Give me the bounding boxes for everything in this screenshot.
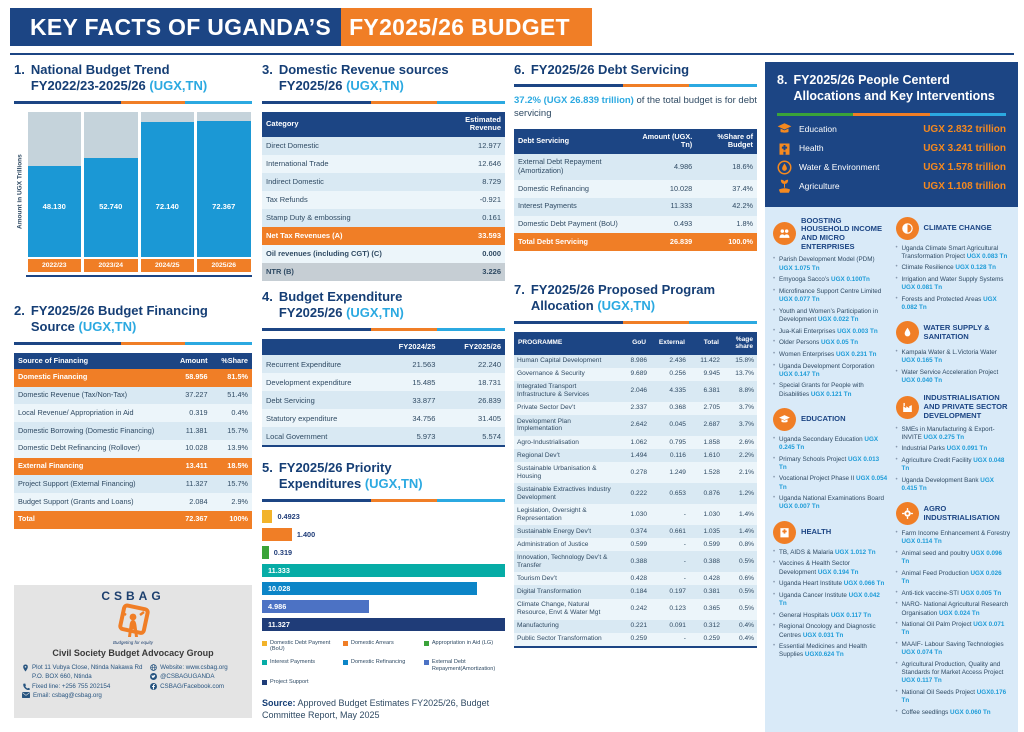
table-row: Sustainable Energy Dev’t 0.374 0.661 1.035 1.4% (514, 525, 757, 538)
legend-swatch (262, 660, 267, 665)
priority-bar: 11.327 (262, 618, 505, 631)
intervention-item: • Parish Development Model (PDM) UGX 1.075 Tn (773, 256, 888, 272)
table-row: Direct Domestic 12.977 (262, 137, 505, 155)
panel-right-column (896, 217, 1011, 727)
household-income-icon (773, 222, 796, 245)
education-icon (777, 122, 792, 137)
intervention-item: • Vocational Project Phase II UGX 0.054 Tn (773, 475, 888, 491)
table-row: Innovation, Technology Dev’t & Transfer 0.388 - 0.388 0.5% (514, 551, 757, 572)
table-row: Interest Payments 11.333 42.2% (514, 198, 757, 216)
intervention-item: • TB, AIDS & Malaria UGX 1.012 Tn (773, 549, 888, 557)
table-row: Governance & Security 9.689 0.256 9.945 13.7% (514, 368, 757, 381)
page-header (10, 8, 592, 46)
table-row: Domestic Debt Payment (BoU) 0.493 1.8% (514, 216, 757, 234)
intervention-item: • Older Persons UGX 0.05 Tn (773, 339, 888, 347)
budget-trend-chart (14, 112, 252, 272)
section-domestic-revenue (262, 62, 505, 281)
allocation-education: Education UGX 2.832 trillion (777, 122, 1006, 137)
intervention-item: • NARO- National Agricultural Research Organisation UGX 0.024 Tn (896, 601, 1011, 617)
table-row: Domestic Debt Refinancing (Rollover) 10.028 13.9% (14, 440, 252, 458)
legend-item: Appropriation in Aid (LG) (424, 640, 505, 654)
intervention-item: • Uganda Development Bank UGX 0.415 Tn (896, 477, 1011, 493)
section-title: 8. FY2025/26 People Centerd Allocations and Key Interventions (777, 72, 1006, 105)
section-title: 7. FY2025/26 Proposed Program Allocation (UGX,TN) (514, 282, 757, 315)
intervention-item: • Essential Medicines and Health Supplies UGX0.624 Tn (773, 643, 888, 659)
table-row: Legislation, Oversight & Representation 1.030 - 1.030 1.4% (514, 504, 757, 525)
table-row: Local Revenue/ Appropriation in Aid 0.319 0.4% (14, 404, 252, 422)
csbag-footer (14, 585, 252, 718)
panel-left-column (773, 217, 888, 727)
table-row: Stamp Duty & embossing 0.161 (262, 209, 505, 227)
legend-item: Domestic Debt Payment (BoU) (262, 640, 343, 654)
column-1 (14, 62, 252, 718)
email-icon (22, 692, 30, 698)
section-program-allocation (514, 282, 757, 648)
intervention-item: • Jua-Kali Enterprises UGX 0.003 Tn (773, 328, 888, 336)
financing-table: Source of Financing Amount %Share Domestic Financing 58.956 81.5% Domestic Revenue (Tax/Non-Tax) 37.227 51.4% Local Revenue/ Appropriation in Aid 0.319 0.4% Domestic Borrowing (Domestic Financing) 11.381 15.7% Domestic Debt Refinancing (Rollover) 10.028 13.9% External Financing 13.411 18.5% Project Support (External Financing) 11.327 15.7% Budget Support (Grants and Loans) 2.084 2.9% Total 72.367 100% (14, 353, 252, 529)
table-row: Climate Change, Natural Resource, Envt & Water Mgt 0.242 0.123 0.365 0.5% (514, 599, 757, 620)
chart-legend (262, 640, 505, 693)
legend-swatch (262, 641, 267, 646)
allocation-agriculture: Agriculture UGX 1.108 trillion (777, 179, 1006, 194)
table-row: Indirect Domestic 8.729 (262, 173, 505, 191)
intervention-item: • Uganda Secondary Education UGX 0.245 Tn (773, 436, 888, 452)
category-industrialisation: INDUSTRIALISATION AND PRIVATE SECTOR DEVELOPMENT • SMEs in Manufacturing & Export-INVITE UGX 0.275 Tn • Industrial Parks UGX 0.091 Tn • Agriculture Credit Facility UGX 0.048 Tn • Uganda Development Bank UGX 0.415 Tn (896, 394, 1011, 493)
table-row: Development Plan Implementation 2.642 0.045 2.687 3.7% (514, 415, 757, 436)
page-title-left: KEY FACTS OF UGANDA’S (10, 8, 341, 46)
location-icon (22, 664, 29, 672)
priority-expenditures-chart (262, 510, 505, 631)
table-row: Domestic Borrowing (Domestic Financing) 11.381 15.7% (14, 422, 252, 440)
priority-bar: 11.333 (262, 564, 505, 577)
intervention-item: • National Oil Seeds Project UGX0.176 Tn (896, 689, 1011, 705)
agriculture-icon (777, 179, 792, 194)
table-row: Public Sector Transformation 0.259 - 0.259 0.4% (514, 633, 757, 647)
table-row: Sustainable Extractives Industry Development 0.222 0.653 0.876 1.2% (514, 483, 757, 504)
intervention-item: • Climate Resilience UGX 0.128 Tn (896, 264, 1011, 272)
table-row: Total 72.367 100% (14, 511, 252, 529)
intervention-item: • National Oil Palm Project UGX 0.071 Tn (896, 621, 1011, 637)
org-name: Civil Society Budget Advocacy Group (52, 648, 213, 658)
trend-bar: 72.140 2024/25 (139, 112, 196, 272)
table-row: Recurrent Expenditure 21.563 22.240 (262, 355, 505, 373)
section-divider (514, 321, 757, 324)
table-row: NTR (B) 3.226 (262, 263, 505, 281)
section-people-allocations (765, 62, 1018, 718)
agro-industrialisation-icon (896, 502, 919, 525)
column-3 (514, 62, 757, 718)
globe-icon (150, 664, 157, 671)
table-row: Human Capital Development 8.986 2.436 11.422 15.8% (514, 355, 757, 368)
intervention-item: • Agricultural Production, Quality and Standards for Market Access Project UGX 0.117 Tn (896, 661, 1011, 686)
climate-change-icon (896, 217, 919, 240)
table-row: External Debt Repayment (Amortization) 4.986 18.6% (514, 154, 757, 181)
health-icon (777, 141, 792, 156)
intervention-item: • Kampala Water & L.Victoria Water UGX 0.165 Tn (896, 349, 1011, 365)
intervention-item: • Uganda National Examinations Board UGX 0.007 Tn (773, 495, 888, 511)
category-climate-change: CLIMATE CHANGE • Uganda Climate Smart Agricultural Transformation Project UGX 0.083 Tn • Climate Resilience UGX 0.128 Tn • Irrigation and Water Supply Systems UGX 0.081 Tn • Forests and Protected Areas UGX 0.082 Tn (896, 217, 1011, 313)
legend-item: Domestic Arrears (343, 640, 424, 654)
priority-bar-row: 0.4923 (262, 510, 505, 523)
priority-bar-row (262, 564, 505, 577)
section-priority-expenditures (262, 460, 505, 722)
intervention-item: • Industrial Parks UGX 0.091 Tn (896, 445, 1011, 453)
table-row: Sustainable Urbanisation & Housing 0.278 1.249 1.528 2.1% (514, 462, 757, 483)
table-row: Budget Support (Grants and Loans) 2.084 2.9% (14, 493, 252, 511)
trend-bar: 48.130 2022/23 (26, 112, 83, 272)
legend-swatch (343, 641, 348, 646)
panel-header (765, 62, 1018, 207)
section-title: 5. FY2025/26 Priority Expenditures (UGX,TN) (262, 460, 505, 493)
csbag-tagline: Budgeting for equity (113, 640, 153, 645)
intervention-item: • Special Grants for People with Disabilities UGX 0.121 Tn (773, 382, 888, 398)
section-divider (262, 101, 505, 104)
table-row: Manufacturing 0.221 0.091 0.312 0.4% (514, 620, 757, 633)
panel-divider (777, 113, 1006, 116)
intervention-item: • Uganda Development Corporation UGX 0.147 Tn (773, 363, 888, 379)
trend-bar: 52.740 2023/24 (83, 112, 140, 272)
program-allocation-table: PROGRAMME GoU External Total %age share Human Capital Development 8.986 2.436 11.422 15.8% Governance & Security 9.689 0.256 9.945 13.7% Integrated Transport Infrastructure & Services 2.046 4.335 6.381 8.8% Private Sector Dev’t 2.337 0.368 2.705 3.7% Development Plan Implementation 2.642 0.045 2.687 3.7% Agro-Industrialisation 1.062 0.795 1.858 2.6% Regional Dev’t 1.494 0.116 1.610 2.2% Sustainable Urbanisation & Housing 0.278 1.249 1.528 2.1% Sustainable Extractives Industry Development 0.222 0.653 0.876 1.2% Legislation, Oversight & Representation 1.030 - 1.030 1.4% Sustainable Energy Dev’t 0.374 0.661 1.035 1.4% Administration of Justice 0.599 - 0.599 0.8% Innovation, Technology Dev’t & Transfer 0.388 - 0.388 0.5% Tourism Dev’t 0.428 - 0.428 0.6% Digital Transformation 0.184 0.197 0.381 0.5% Climate Change, Natural Resource, Envt & Water Mgt 0.242 0.123 0.365 0.5% Manufacturing 0.221 0.091 0.312 0.4% Public Sector Transformation 0.259 - 0.259 0.4% (514, 332, 757, 648)
water-sanitation-icon (896, 321, 919, 344)
section-title: 2. FY2025/26 Budget Financing Source (UGX,TN) (14, 303, 252, 336)
chart-baseline (26, 275, 252, 277)
intervention-item: • SMEs in Manufacturing & Export-INVITE UGX 0.275 Tn (896, 426, 1011, 442)
priority-bar-row: 0.319 (262, 546, 505, 559)
table-row: Local Government 5.973 5.574 (262, 427, 505, 446)
section-divider (262, 499, 505, 502)
legend-item: Domestic Refinancing (343, 659, 424, 673)
table-row: Project Support (External Financing) 11.327 15.7% (14, 475, 252, 493)
category-agro-industrialisation: AGRO INDUSTRIALISATION • Farm Income Enhancement & Forestry UGX 0.114 Tn • Animal seed and poultry UGX 0.096 Tn • Animal Feed Production UGX 0.026 Tn • Anti-tick vaccine-STI UGX 0.005 Tn • NARO- National Agricultural Research Organisation UGX 0.024 Tn • National Oil Palm Project UGX 0.071 Tn • MAAIF- Labour Saving Technologies UGX 0.074 Tn • Agricultural Production, Quality and Standards for Market Access Project UGX 0.117 Tn • National Oil Seeds Project UGX0.176 Tn • Coffee seedlings UGX 0.060 Tn (896, 502, 1011, 717)
intervention-item: • Irrigation and Water Supply Systems UGX 0.081 Tn (896, 276, 1011, 292)
section-budget-expenditure (262, 289, 505, 447)
contacts: Plot 11 Vubya Close, Ntinda Nakawa Rd P.O. BOX 660, Ntinda Fixed line: +256 755 202154 Email: csbag@csbag.org Website: www.csbag.org @CSBAGUGANDA CSBAG/Facebook.com (14, 658, 252, 700)
expenditure-table: FY2024/25 FY2025/26 Recurrent Expenditure 21.563 22.240 Development expenditure 15.485 18.731 Debt Servicing 33.877 26.839 Statutory expenditure 34.756 31.405 Local Government 5.973 5.574 (262, 339, 505, 448)
category-education: EDUCATION • Uganda Secondary Education UGX 0.245 Tn • Primary Schools Project UGX 0.013 Tn • Vocational Project Phase II UGX 0.054 Tn • Uganda National Examinations Board UGX 0.007 Tn (773, 408, 888, 512)
category-water-sanitation: WATER SUPPLY & SANITATION • Kampala Water & L.Victoria Water UGX 0.165 Tn • Water Service Acceleration Project UGX 0.040 Tn (896, 321, 1011, 385)
table-row: Domestic Refinancing 10.028 37.4% (514, 180, 757, 198)
legend-swatch (343, 660, 348, 665)
priority-bar-row (262, 582, 505, 595)
section-title: 6. FY2025/26 Debt Servicing (514, 62, 757, 78)
priority-bar (262, 528, 292, 541)
priority-bar: 4.986 (262, 600, 369, 613)
section-divider (262, 328, 505, 331)
intervention-item: • Animal seed and poultry UGX 0.096 Tn (896, 550, 1011, 566)
intervention-item: • Anti-tick vaccine-STI UGX 0.005 Tn (896, 590, 1011, 598)
education-category-icon (773, 408, 796, 431)
intervention-item: • Coffee seedlings UGX 0.060 Tn (896, 709, 1011, 717)
table-row: Statutory expenditure 34.756 31.405 (262, 409, 505, 427)
table-row: Oil revenues (including CGT) (C) 0.000 (262, 245, 505, 263)
intervention-item: • Women Enterprises UGX 0.231 Tn (773, 351, 888, 359)
priority-bar (262, 546, 269, 559)
table-row: Agro-Industrialisation 1.062 0.795 1.858 2.6% (514, 436, 757, 449)
table-row: Tourism Dev’t 0.428 - 0.428 0.6% (514, 572, 757, 585)
x-axis-label: 2022/23 (28, 259, 82, 272)
intervention-item: • MAAIF- Labour Saving Technologies UGX 0.074 Tn (896, 641, 1011, 657)
allocation-health: Health UGX 3.241 trillion (777, 141, 1006, 156)
table-row: Integrated Transport Infrastructure & Services 2.046 4.335 6.381 8.8% (514, 381, 757, 402)
intervention-item: • Microfinance Support Centre Limited UGX 0.077 Tn (773, 288, 888, 304)
intervention-item: • Uganda Cancer Institute UGX 0.042 Tn (773, 592, 888, 608)
csbag-logo (110, 601, 156, 643)
section-financing-source (14, 303, 252, 529)
y-axis-label: Amount in UGX Trillions (14, 112, 26, 272)
category-health: HEALTH • TB, AIDS & Malaria UGX 1.012 Tn • Vaccines & Health Sector Development UGX 0.194 Tn • Uganda Heart Institute UGX 0.066 Tn • Uganda Cancer Institute UGX 0.042 Tn • General Hospitals UGX 0.117 Tn • Regional Oncology and Diagnostic Centres UGX 0.031 Tn • Essential Medicines and Health Supplies UGX0.624 Tn (773, 521, 888, 660)
priority-bar-row (262, 618, 505, 631)
phone-icon (22, 683, 29, 690)
intervention-item: • Emyooga Sacco’s UGX 0.100Tn (773, 276, 888, 284)
table-row: Digital Transformation 0.184 0.197 0.381 0.5% (514, 585, 757, 598)
source-note: Source: Approved Budget Estimates FY2025/26, Budget Committee Report, May 2025 (262, 698, 505, 721)
page-title-right: FY2025/26 BUDGET (341, 8, 592, 46)
legend-item: Interest Payments (262, 659, 343, 673)
section-title: 4. Budget Expenditure FY2025/26 (UGX,TN) (262, 289, 505, 322)
intervention-item: • Youth and Women’s Participation in Development UGX 0.022 Tn (773, 308, 888, 324)
section-debt-servicing (514, 62, 757, 251)
section-title: 1. National Budget Trend FY2022/23-2025/26 (UGX,TN) (14, 62, 252, 95)
intervention-item: • General Hospitals UGX 0.117 Tn (773, 612, 888, 620)
intervention-item: • Animal Feed Production UGX 0.026 Tn (896, 570, 1011, 586)
debt-intro: 37.2% (UGX 26.839 trillion) of the total budget is for debt servicing (514, 95, 757, 121)
intervention-item: • Uganda Climate Smart Agricultural Transformation Project UGX 0.083 Tn (896, 245, 1011, 261)
section-title: 3. Domestic Revenue sources FY2025/26 (UGX,TN) (262, 62, 505, 95)
water-environment-icon (777, 160, 792, 175)
header-rule (10, 53, 1014, 55)
table-row: Regional Dev’t 1.494 0.116 1.610 2.2% (514, 449, 757, 462)
table-row: Domestic Revenue (Tax/Non-Tax) 37.227 51.4% (14, 387, 252, 405)
priority-bar-row (262, 600, 505, 613)
intervention-item: • Water Service Acceleration Project UGX 0.040 Tn (896, 369, 1011, 385)
trend-bar: 72.367 2025/26 (196, 112, 253, 272)
table-row: Development expenditure 15.485 18.731 (262, 373, 505, 391)
section-divider (14, 101, 252, 104)
table-row: External Financing 13.411 18.5% (14, 458, 252, 476)
revenue-table: Category Estimated Revenue Direct Domestic 12.977 International Trade 12.646 Indirect Domestic 8.729 Tax Refunds -0.921 Stamp Duty & embossing 0.161 Net Tax Revenues (A) 33.593 Oil revenues (including CGT) (C) 0.000 NTR (B) 3.226 (262, 112, 505, 281)
priority-bar-row: 1.400 (262, 528, 505, 541)
table-row: Domestic Financing 58.956 81.5% (14, 369, 252, 387)
column-2 (262, 62, 505, 718)
table-row: Total Debt Servicing 26.839 100.0% (514, 233, 757, 251)
twitter-icon (150, 673, 157, 680)
health-category-icon (773, 521, 796, 544)
x-axis-label: 2023/24 (84, 259, 138, 272)
csbag-logo-text: CSBAG (101, 589, 164, 603)
legend-swatch (424, 660, 429, 665)
intervention-item: • Primary Schools Project UGX 0.013 Tn (773, 456, 888, 472)
intervention-item: • Regional Oncology and Diagnostic Centres UGX 0.031 Tn (773, 623, 888, 639)
intervention-item: • Agriculture Credit Facility UGX 0.048 Tn (896, 457, 1011, 473)
priority-bar: 10.028 (262, 582, 477, 595)
intervention-item: • Vaccines & Health Sector Development UGX 0.194 Tn (773, 560, 888, 576)
legend-swatch (424, 641, 429, 646)
table-row: Tax Refunds -0.921 (262, 191, 505, 209)
table-row: Private Sector Dev’t 2.337 0.368 2.705 3.7% (514, 402, 757, 415)
table-row: Net Tax Revenues (A) 33.593 (262, 227, 505, 245)
table-row: International Trade 12.646 (262, 155, 505, 173)
legend-item: External Debt Repayment(Amortization) (424, 659, 505, 673)
x-axis-label: 2025/26 (197, 259, 251, 272)
intervention-item: • Farm Income Enhancement & Forestry UGX 0.114 Tn (896, 530, 1011, 546)
industrialisation-icon (896, 396, 919, 419)
priority-bar (262, 510, 272, 523)
legend-item: Project Support (262, 679, 343, 686)
intervention-item: • Uganda Heart Institute UGX 0.066 Tn (773, 580, 888, 588)
table-row: Debt Servicing 33.877 26.839 (262, 391, 505, 409)
x-axis-label: 2024/25 (141, 259, 195, 272)
intervention-item: • Forests and Protected Areas UGX 0.082 Tn (896, 296, 1011, 312)
panel-body (765, 207, 1018, 732)
allocation-water-environment: Water & Environment UGX 1.578 trillion (777, 160, 1006, 175)
table-row: Administration of Justice 0.599 - 0.599 0.8% (514, 538, 757, 551)
legend-swatch (262, 680, 267, 685)
debt-servicing-table: Debt Servicing Amount (UGX. Tn) %Share of Budget External Debt Repayment (Amortization) 4.986 18.6% Domestic Refinancing 10.028 37.4% Interest Payments 11.333 42.2% Domestic Debt Payment (BoU) 0.493 1.8% Total Debt Servicing 26.839 100.0% (514, 129, 757, 251)
facebook-icon (150, 683, 157, 690)
section-divider (14, 342, 252, 345)
section-budget-trend (14, 62, 252, 277)
category-household-income: BOOSTING HOUSEHOLD INCOME AND MICRO ENTERPRISES • Parish Development Model (PDM) UGX 1.075 Tn • Emyooga Sacco’s UGX 0.100Tn • Microfinance Support Centre Limited UGX 0.077 Tn • Youth and Women’s Participation in Development UGX 0.022 Tn • Jua-Kali Enterprises UGX 0.003 Tn • Older Persons UGX 0.05 Tn • Women Enterprises UGX 0.231 Tn • Uganda Development Corporation UGX 0.147 Tn • Special Grants for People with Disabilities UGX 0.121 Tn (773, 217, 888, 399)
section-divider (514, 84, 757, 87)
